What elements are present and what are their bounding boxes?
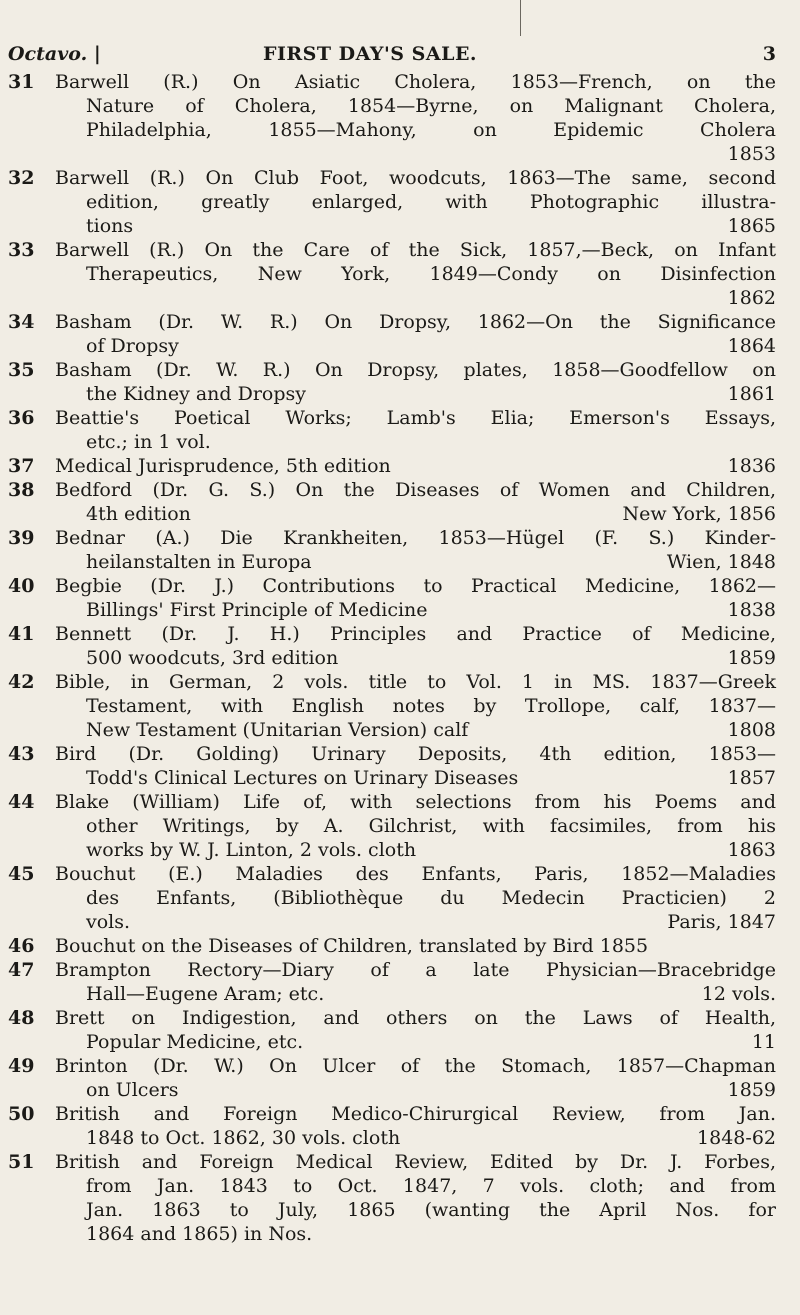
lot-description-line: 1864 and 1865) in Nos. xyxy=(86,1223,313,1245)
lot-description-line: Bednar (A.) Die Krankheiten, 1853—Hügel (F. S.) Kinder- xyxy=(55,527,776,549)
lot-date: 11 xyxy=(751,1031,776,1053)
lot-number: 36 xyxy=(8,407,35,429)
lot-description-line: Blake (William) Life of, with selections from his Poems and xyxy=(55,791,776,813)
lot-description-line: of Dropsy 1864 xyxy=(86,335,776,357)
lot-date: 1863 xyxy=(727,839,776,861)
lot-date: 1853 xyxy=(727,143,776,165)
lot-date: 1861 xyxy=(727,383,776,405)
lot-number: 49 xyxy=(8,1055,35,1077)
lot-number: 42 xyxy=(8,671,35,693)
lot-description-line: British and Foreign Medical Review, Edited by Dr. J. Forbes, xyxy=(55,1151,776,1173)
lot-description-line: Bennett (Dr. J. H.) Principles and Practice of Medicine, xyxy=(55,623,776,645)
lot-number: 43 xyxy=(8,743,35,765)
lot-entry xyxy=(0,166,800,238)
lot-description-line: Hall—Eugene Aram; etc. 12 vols. xyxy=(86,983,776,1005)
lot-description-line: heilanstalten in Europa Wien, 1848 xyxy=(86,551,776,573)
header-title: FIRST DAY'S SALE. xyxy=(263,43,478,65)
lot-description-line: Barwell (R.) On Club Foot, woodcuts, 1863—The same, second xyxy=(55,167,776,189)
lot-date: 1808 xyxy=(727,719,776,741)
lot-description-line: Therapeutics, New York, 1849—Condy on Disinfection xyxy=(86,263,776,285)
lot-description-line: Brett on Indigestion, and others on the Laws of Health, xyxy=(55,1007,776,1029)
lot-description-line: Billings' First Principle of Medicine 1838 xyxy=(86,599,776,621)
lot-date: Paris, 1847 xyxy=(667,911,776,933)
lot-number: 50 xyxy=(8,1103,35,1125)
lot-description-line: other Writings, by A. Gilchrist, with facsimiles, from his xyxy=(86,815,776,837)
lot-date: New York, 1856 xyxy=(622,503,776,525)
lot-number: 40 xyxy=(8,575,35,597)
lot-number: 32 xyxy=(8,167,35,189)
lot-number: 33 xyxy=(8,239,35,261)
lot-entry xyxy=(0,1150,800,1246)
lot-description-line: Bible, in German, 2 vols. title to Vol. 1 in MS. 1837—Greek xyxy=(55,671,776,693)
lot-date: 1838 xyxy=(727,599,776,621)
lot-description-line: des Enfants, (Bibliothèque du Medecin Practicien) 2 xyxy=(86,887,776,909)
lot-date: Wien, 1848 xyxy=(666,551,776,573)
lot-description-line: 500 woodcuts, 3rd edition 1859 xyxy=(86,647,776,669)
lot-description-line: vols. Paris, 1847 xyxy=(86,911,776,933)
lot-date: 1864 xyxy=(727,335,776,357)
lot-entry xyxy=(0,958,800,1006)
lot-description-line: Basham (Dr. W. R.) On Dropsy, 1862—On the Significance xyxy=(55,311,776,333)
lot-description-line: from Jan. 1843 to Oct. 1847, 7 vols. cloth; and from xyxy=(86,1175,776,1197)
lot-number: 44 xyxy=(8,791,35,813)
lot-description-line: Medical Jurisprudence, 5th edition 1836 xyxy=(55,455,776,477)
lot-description-line: Barwell (R.) On Asiatic Cholera, 1853—French, on the xyxy=(55,71,776,93)
lot-description-line: Philadelphia, 1855—Mahony, on Epidemic Cholera xyxy=(86,119,776,141)
lot-number: 48 xyxy=(8,1007,35,1029)
lot-description-line: Basham (Dr. W. R.) On Dropsy, plates, 1858—Goodfellow on xyxy=(55,359,776,381)
lot-date: 1836 xyxy=(727,455,776,477)
lot-entry xyxy=(0,70,800,166)
lot-description-line: Nature of Cholera, 1854—Byrne, on Malignant Cholera, xyxy=(86,95,776,117)
lot-number: 35 xyxy=(8,359,35,381)
lot-entry xyxy=(0,790,800,862)
lot-number: 51 xyxy=(8,1151,35,1173)
lot-date: 1848-62 xyxy=(697,1127,776,1149)
lot-description-line: New Testament (Unitarian Version) calf 1808 xyxy=(86,719,776,741)
lot-description-line: edition, greatly enlarged, with Photographic illustra- xyxy=(86,191,776,213)
lot-description-line: Bouchut (E.) Maladies des Enfants, Paris, 1852—Maladies xyxy=(55,863,776,885)
lot-description-line: Popular Medicine, etc. 11 xyxy=(86,1031,776,1053)
lot-description-line: Bird (Dr. Golding) Urinary Deposits, 4th edition, 1853— xyxy=(55,743,776,765)
page-crease xyxy=(520,0,521,36)
lot-entry xyxy=(0,358,800,406)
lot-entry xyxy=(0,670,800,742)
lot-entry xyxy=(0,934,800,958)
lot-date: 1857 xyxy=(727,767,776,789)
lot-description-line: Barwell (R.) On the Care of the Sick, 1857,—Beck, on Infant xyxy=(55,239,776,261)
lot-entry xyxy=(0,1006,800,1054)
lot-list xyxy=(0,70,800,1246)
lot-number: 34 xyxy=(8,311,35,333)
lot-date: 1865 xyxy=(727,215,776,237)
lot-description-line: Jan. 1863 to July, 1865 (wanting the April Nos. for xyxy=(86,1199,776,1221)
lot-entry xyxy=(0,454,800,478)
lot-description-line: 1848 to Oct. 1862, 30 vols. cloth 1848-62 xyxy=(86,1127,776,1149)
lot-description-line: Brampton Rectory—Diary of a late Physician—Bracebridge xyxy=(55,959,776,981)
lot-date: 1862 xyxy=(727,287,776,309)
lot-number: 31 xyxy=(8,71,35,93)
lot-date: 1859 xyxy=(727,647,776,669)
lot-number: 37 xyxy=(8,455,35,477)
lot-number: 38 xyxy=(8,479,35,501)
lot-description-line: tions 1865 xyxy=(86,215,776,237)
lot-description-line: Testament, with English notes by Trollope, calf, 1837— xyxy=(86,695,776,717)
lot-date: 1859 xyxy=(727,1079,776,1101)
lot-number: 46 xyxy=(8,935,35,957)
lot-entry xyxy=(0,574,800,622)
lot-description-line: works by W. J. Linton, 2 vols. cloth 1863 xyxy=(86,839,776,861)
lot-description-line: Todd's Clinical Lectures on Urinary Diseases 1857 xyxy=(86,767,776,789)
lot-number: 45 xyxy=(8,863,35,885)
lot-date: 12 vols. xyxy=(701,983,776,1005)
lot-entry xyxy=(0,1054,800,1102)
lot-description-line: Brinton (Dr. W.) On Ulcer of the Stomach, 1857—Chapman xyxy=(55,1055,776,1077)
lot-description-line: on Ulcers 1859 xyxy=(86,1079,776,1101)
lot-entry xyxy=(0,1102,800,1150)
lot-entry xyxy=(0,478,800,526)
page-number: 3 xyxy=(762,43,776,65)
lot-number: 39 xyxy=(8,527,35,549)
lot-entry xyxy=(0,622,800,670)
page-header xyxy=(8,43,776,69)
lot-date-line xyxy=(0,142,800,166)
lot-entry xyxy=(0,742,800,790)
lot-entry xyxy=(0,526,800,574)
lot-entry xyxy=(0,238,800,310)
lot-description-line: the Kidney and Dropsy 1861 xyxy=(86,383,776,405)
lot-entry xyxy=(0,862,800,934)
lot-description-line: etc.; in 1 vol. xyxy=(86,431,211,453)
lot-number: 41 xyxy=(8,623,35,645)
lot-description-line: 4th edition New York, 1856 xyxy=(86,503,776,525)
lot-date-line xyxy=(0,286,800,310)
lot-entry xyxy=(0,406,800,454)
lot-number: 47 xyxy=(8,959,35,981)
lot-description-line: Bedford (Dr. G. S.) On the Diseases of Women and Children, xyxy=(55,479,776,501)
lot-description-line: Begbie (Dr. J.) Contributions to Practical Medicine, 1862— xyxy=(55,575,776,597)
lot-description-line: Bouchut on the Diseases of Children, translated by Bird 1855 xyxy=(55,935,649,957)
lot-entry xyxy=(0,310,800,358)
lot-description-line: Beattie's Poetical Works; Lamb's Elia; Emerson's Essays, xyxy=(55,407,776,429)
lot-description-line: British and Foreign Medico-Chirurgical Review, from Jan. xyxy=(55,1103,776,1125)
header-format: Octavo. | xyxy=(8,43,101,65)
